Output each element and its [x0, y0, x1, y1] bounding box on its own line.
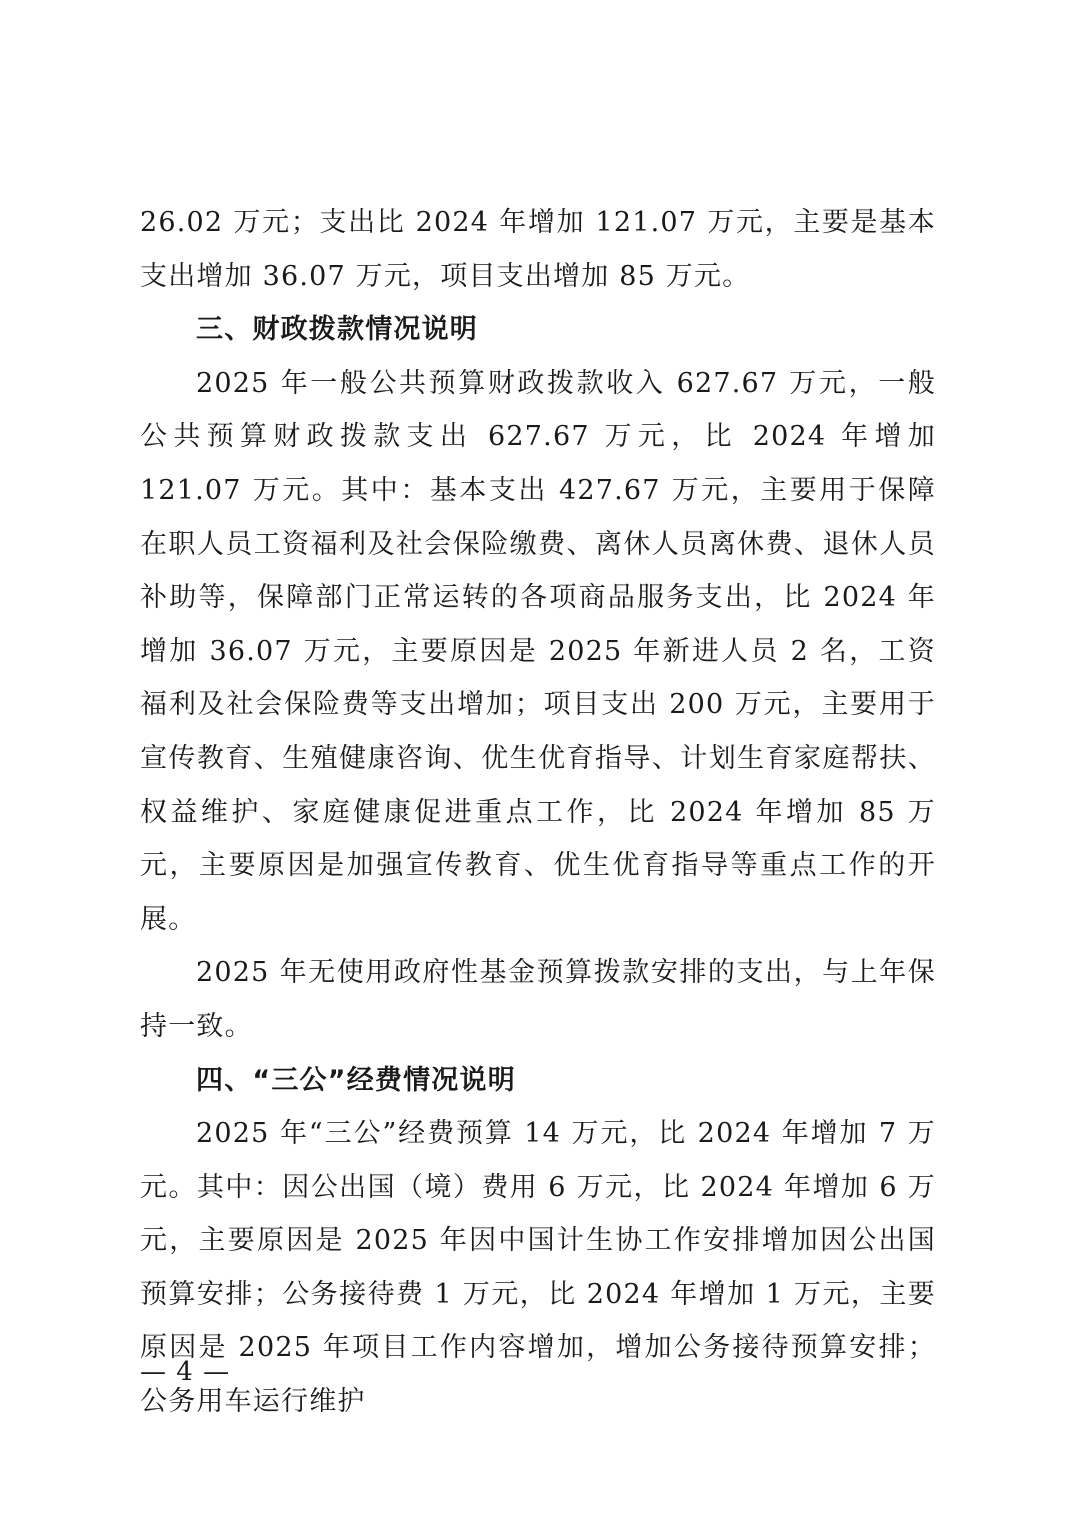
- paragraph-continuation: 26.02 万元；支出比 2024 年增加 121.07 万元，主要是基本支出增加 36.07 万元，项目支出增加 85 万元。: [140, 207, 936, 292]
- paragraph-three-public-expenses: 2025 年“三公”经费预算 14 万元，比 2024 年增加 7 万元。其中：因公出国（境）费用 6 万元，比 2024 年增加 6 万元，主要原因是 2025 年因中国计生协工作安排增加因公出国预算安排；公务接待费 1 万元，比 2024 年增加 1 万元，主要原因是 2025 年项目工作内容增加，增加公务接待预算安排；公务用车运行维护: [140, 1118, 936, 1418]
- paragraph-government-fund: 2025 年无使用政府性基金预算拨款安排的支出，与上年保持一致。: [140, 957, 936, 1042]
- paragraph-fiscal-appropriation: 2025 年一般公共预算财政拨款收入 627.67 万元，一般公共预算财政拨款支出 627.67 万元，比 2024 年增加 121.07 万元。其中：基本支出 427.67 万元，主要用于保障在职人员工资福利及社会保险缴费、离休人员离休费、退休人员补助等，保障部门正常运转的各项商品服务支出，比 2024 年增加 36.07 万元，主要原因是 2025 年新进人员 2 名，工资福利及社会保险费等支出增加；项目支出 200 万元，主要用于宣传教育、生殖健康咨询、优生优育指导、计划生育家庭帮扶、权益维护、家庭健康促进重点工作，比 2024 年增加 85 万元，主要原因是加强宣传教育、优生优育指导等重点工作的开展。: [140, 367, 936, 935]
- page-number: — 4 —: [140, 1357, 231, 1387]
- document-body: [140, 196, 936, 1429]
- section-heading-three-public-expenses: 四、“三公”经费情况说明: [196, 1064, 516, 1096]
- section-heading-fiscal-appropriation: 三、财政拨款情况说明: [196, 314, 478, 346]
